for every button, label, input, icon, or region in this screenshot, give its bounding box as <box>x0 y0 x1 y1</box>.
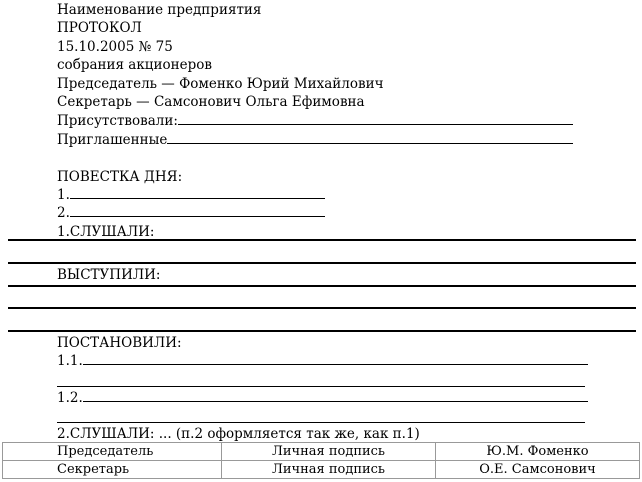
agenda-item-1-line <box>70 186 325 199</box>
signatures-table <box>2 442 640 479</box>
decision-1-1-line-2 <box>57 386 585 387</box>
heard-1-line-2 <box>8 262 636 264</box>
signature-sign: Личная подпись <box>222 461 436 479</box>
signature-role: Председатель <box>3 443 222 461</box>
heard-2-heading: 2.СЛУШАЛИ: ... (п.2 оформляется так же, как п.1) <box>57 426 420 442</box>
date-number: 15.10.2005 № 75 <box>57 39 173 55</box>
signature-sign: Личная подпись <box>222 443 436 461</box>
signature-name: Ю.М. Фоменко <box>436 443 640 461</box>
agenda-item-2-number: 2. <box>57 205 70 221</box>
agenda-item-2 <box>57 204 325 222</box>
agenda-item-1 <box>57 186 325 204</box>
chairman-line: Председатель — Фоменко Юрий Михайлович <box>57 76 384 92</box>
heard-1-line-1 <box>8 239 636 241</box>
spoke-line-3 <box>8 330 636 332</box>
present-label: Присутствовали: <box>57 113 178 129</box>
agenda-item-2-line <box>70 204 325 217</box>
meeting-type: собрания акционеров <box>57 57 212 73</box>
decision-1-2-line-2 <box>57 422 585 423</box>
invited-label: Приглашенные <box>57 132 168 148</box>
decision-1-2-number: 1.2. <box>57 390 83 406</box>
invited-row <box>57 131 573 149</box>
present-row <box>57 112 573 130</box>
organization-name: Наименование предприятия <box>57 2 262 18</box>
table-row <box>3 443 640 461</box>
decision-1-1-number: 1.1. <box>57 353 83 369</box>
decided-heading: ПОСТАНОВИЛИ: <box>57 335 182 351</box>
invited-fill-line <box>167 131 573 144</box>
agenda-item-1-number: 1. <box>57 187 70 203</box>
table-row <box>3 461 640 479</box>
document-type: ПРОТОКОЛ <box>57 20 142 36</box>
decision-1-2 <box>57 389 588 407</box>
signature-role: Секретарь <box>3 461 222 479</box>
decision-1-1-line <box>83 352 588 365</box>
decision-1-2-line <box>83 389 588 402</box>
spoke-heading: ВЫСТУПИЛИ: <box>57 267 161 283</box>
spoke-line-2 <box>8 307 636 309</box>
present-fill-line <box>178 112 573 125</box>
signature-name: О.Е. Самсонович <box>436 461 640 479</box>
spoke-line-1 <box>8 285 636 287</box>
agenda-title: ПОВЕСТКА ДНЯ: <box>57 169 183 185</box>
heard-1-heading: 1.СЛУШАЛИ: <box>57 224 155 240</box>
secretary-line: Секретарь — Самсонович Ольга Ефимовна <box>57 94 365 110</box>
decision-1-1 <box>57 352 588 370</box>
